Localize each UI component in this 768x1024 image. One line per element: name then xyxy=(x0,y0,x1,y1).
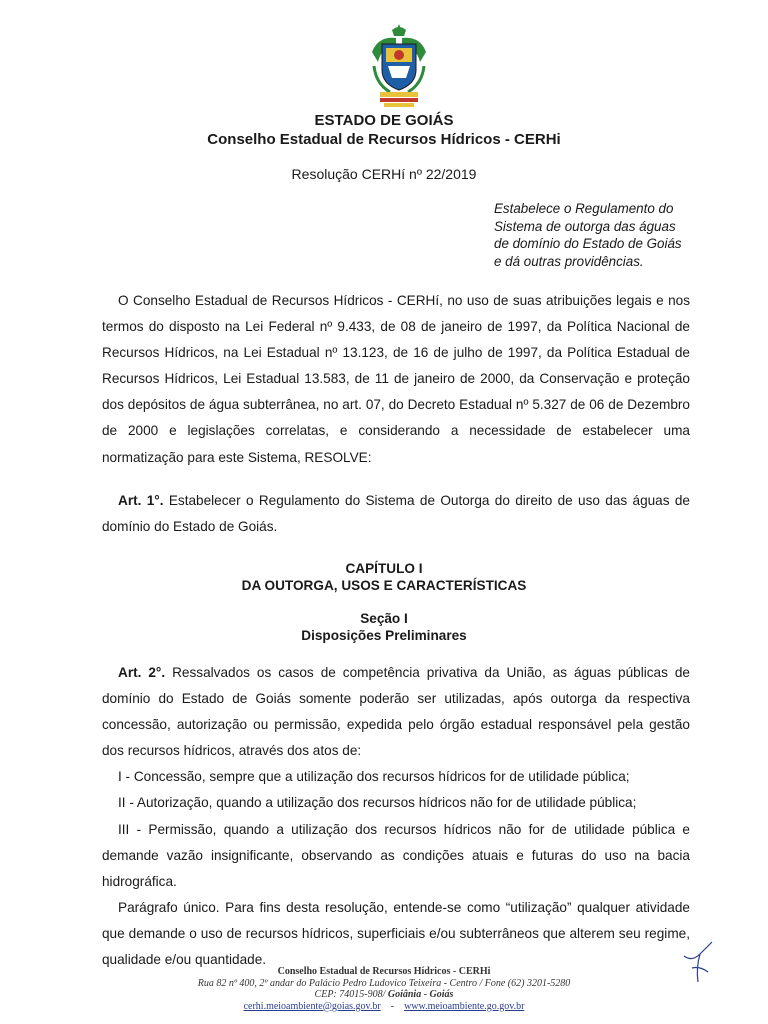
footer-separator: - xyxy=(390,1000,395,1012)
footer-site-link[interactable]: www.meioambiente.go.gov.br xyxy=(404,1000,525,1012)
section-heading xyxy=(0,610,768,644)
article-2-item: II - Autorização, quando a utilização dos recursos hídricos não for de utilidade pública; xyxy=(118,795,637,811)
preamble-text: O Conselho Estadual de Recursos Hídricos - CERHí, no uso de suas atribuições legais e nos termos do disposto na Lei Federal nº 9.433, de 08 de janeiro de 1997, da Política Nacional de Recursos Hídricos, na Lei Estadual nº 13.123, de 16 de julho de 1997, da Política Estadual de Recursos Hídricos, Lei Estadual 13.583, de 11 de janeiro de 2000, da Conservação e proteção dos depósitos de água subterrânea, no art. 07, do Decreto Estadual nº 5.327 de 06 de Dezembro de 2000 e legislações correlatas, e considerando a necessidade de estabelecer uma normatização para este Sistema, RESOLVE: xyxy=(102,293,690,465)
footer-cep: CEP: 74015-908/ xyxy=(314,989,386,1001)
article-2 xyxy=(102,660,690,973)
article-1-label: Art. 1°. xyxy=(118,493,164,508)
footer-city: Goiânia - Goiás xyxy=(387,989,454,1001)
article-2-text: Ressalvados os casos de competência privativa da União, as águas públicas de domínio do Estado de Goiás somente poderão ser utilizadas, após outorga da respectiva concessão, autorização ou permissão, expedida pelo órgão estadual responsável pela gestão dos recursos hídricos, através dos atos de: xyxy=(102,665,690,759)
section-number: Seção I xyxy=(360,611,408,626)
resolution-number: Resolução CERHí nº 22/2019 xyxy=(291,166,477,182)
chapter-title: DA OUTORGA, USOS E CARACTERÍSTICAS xyxy=(241,578,527,593)
article-2-item: I - Concessão, sempre que a utilização dos recursos hídricos for de utilidade pública; xyxy=(118,769,630,785)
article-2-label: Art. 2°. xyxy=(118,665,166,680)
footer-council-name: Conselho Estadual de Recursos Hídricos - CERHi xyxy=(277,966,491,977)
footer-address: Rua 82 nº 400, 2º andar do Palácio Pedro Ludovico Teixeira - Centro / Fone (62) 3201-5280 xyxy=(197,977,571,989)
ementa-line: e dá outras providências. xyxy=(494,253,644,269)
chapter-heading xyxy=(0,560,768,594)
ementa-line: Estabelece o Regulamento do xyxy=(494,201,674,216)
article-1-text: Estabelecer o Regulamento do Sistema de Outorga do direito de uso das águas de domínio do Estado de Goiás. xyxy=(102,493,690,535)
ementa-summary xyxy=(494,200,694,270)
footer-email-link[interactable]: cerhi.meioambiente@goias.gov.br xyxy=(243,1000,381,1012)
state-coat-of-arms-logo xyxy=(366,22,432,110)
state-title: ESTADO DE GOIÁS xyxy=(314,112,454,129)
ementa-line: de domínio do Estado de Goiás xyxy=(494,236,682,251)
section-title: Disposições Preliminares xyxy=(301,628,467,643)
article-1 xyxy=(102,488,690,540)
footer-contacts xyxy=(0,1001,768,1013)
chapter-number: CAPÍTULO I xyxy=(345,561,423,576)
preamble-paragraph xyxy=(102,288,690,471)
council-title: Conselho Estadual de Recursos Hídricos - CERHi xyxy=(207,131,561,148)
article-2-paragraph: Parágrafo único. Para fins desta resolução, entende-se como “utilização” qualquer atividade que demande o uso de recursos hídricos, superficiais e/ou subterrâneos que alterem seu regime, qualidade e/ou quantidade. xyxy=(102,899,690,968)
page-footer xyxy=(0,966,768,1012)
article-2-item: III - Permissão, quando a utilização dos recursos hídricos não for de utilidade pública e demande vazão insignificante, observando as condições atuais e futuras do uso na bacia hidrográfica. xyxy=(102,821,690,889)
ementa-line: Sistema de outorga das águas xyxy=(494,218,676,234)
footer-cep-line xyxy=(0,989,768,1001)
